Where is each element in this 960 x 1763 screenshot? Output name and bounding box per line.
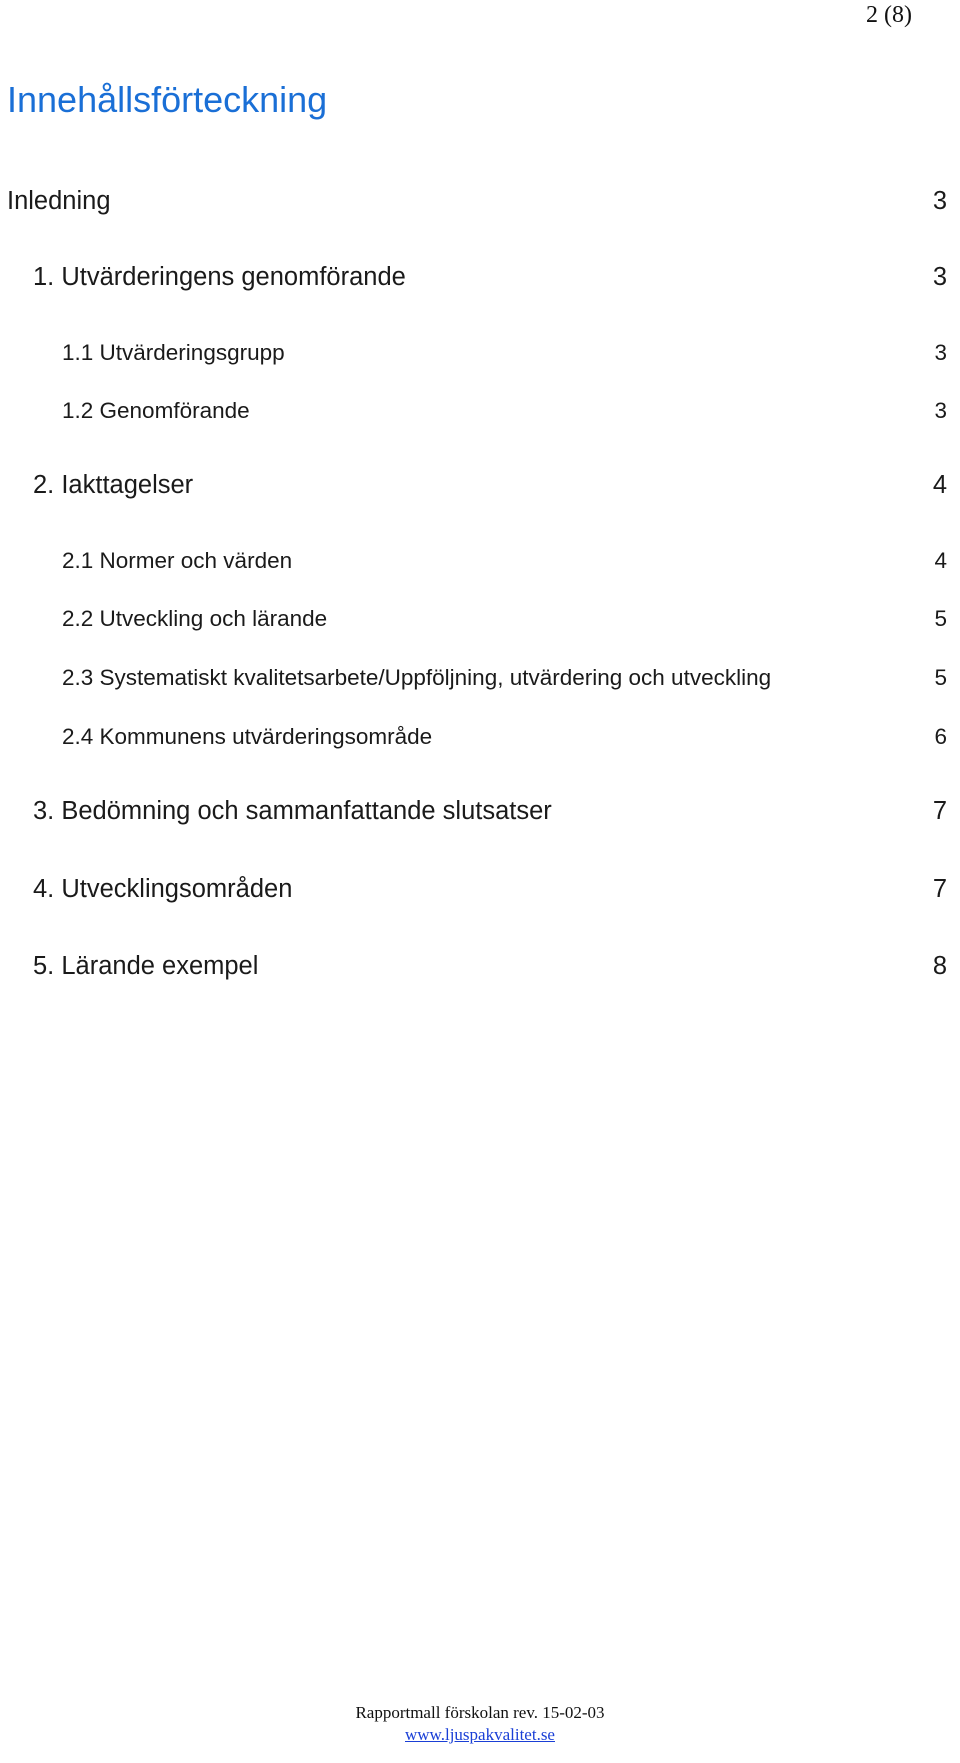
toc-title: Innehållsförteckning	[7, 79, 328, 120]
toc-entry-page: 3	[934, 398, 947, 423]
toc-entry-section-4[interactable]	[0, 872, 960, 906]
toc-entry-label: Inledning	[7, 187, 111, 215]
toc-entry-section-2-2[interactable]	[0, 602, 960, 636]
toc-entry-section-2-3[interactable]	[0, 661, 960, 695]
toc-entry-label: 1.1 Utvärderingsgrupp	[62, 340, 285, 365]
toc-entry-section-1-2[interactable]	[0, 394, 960, 428]
toc-entry-section-2-4[interactable]	[0, 720, 960, 754]
toc-entry-label: 4. Utvecklingsområden	[33, 875, 293, 903]
toc-entry-label: 2.4 Kommunens utvärderingsområde	[62, 724, 433, 749]
toc-entry-label: 2.3 Systematiskt kvalitetsarbete/Uppföljning, utvärdering och utveckling	[62, 665, 772, 690]
page-number: 2 (8)	[866, 2, 912, 28]
footer-revision: Rapportmall förskolan rev. 15-02-03	[355, 1703, 605, 1722]
toc-entry-section-1[interactable]	[0, 260, 960, 294]
toc-entry-section-3[interactable]	[0, 794, 960, 828]
toc-entry-page: 8	[932, 952, 947, 980]
toc-entry-label: 2.1 Normer och värden	[62, 548, 293, 573]
toc-entry-page: 3	[934, 340, 947, 365]
footer-website-link[interactable]: www.ljuspakvalitet.se	[405, 1725, 555, 1744]
toc-entry-page: 3	[932, 187, 947, 215]
toc-entry-page: 3	[932, 263, 947, 291]
toc-entry-label: 5. Lärande exempel	[33, 952, 259, 980]
toc-entry-section-5[interactable]	[0, 949, 960, 983]
toc-entry-label: 2.2 Utveckling och lärande	[62, 606, 328, 631]
toc-entry-page: 5	[934, 606, 947, 631]
toc-entry-label: 2. Iakttagelser	[33, 471, 194, 499]
toc-entry-page: 4	[934, 548, 947, 573]
toc-entry-page: 4	[932, 471, 947, 499]
toc-entry-section-2[interactable]	[0, 468, 960, 502]
toc-entry-section-2-1[interactable]	[0, 544, 960, 578]
toc-entry-label: 1. Utvärderingens genomförande	[33, 263, 406, 291]
toc-entry-page: 7	[932, 875, 947, 903]
toc-entry-page: 6	[934, 724, 947, 749]
toc-entry-page: 7	[932, 797, 947, 825]
toc-entry-label: 1.2 Genomförande	[62, 398, 250, 423]
toc-entry-label: 3. Bedömning och sammanfattande slutsatser	[33, 797, 552, 825]
toc-entry-section-1-1[interactable]	[0, 336, 960, 370]
toc-entry-inledning[interactable]	[0, 184, 960, 218]
toc-entry-page: 5	[934, 665, 947, 690]
